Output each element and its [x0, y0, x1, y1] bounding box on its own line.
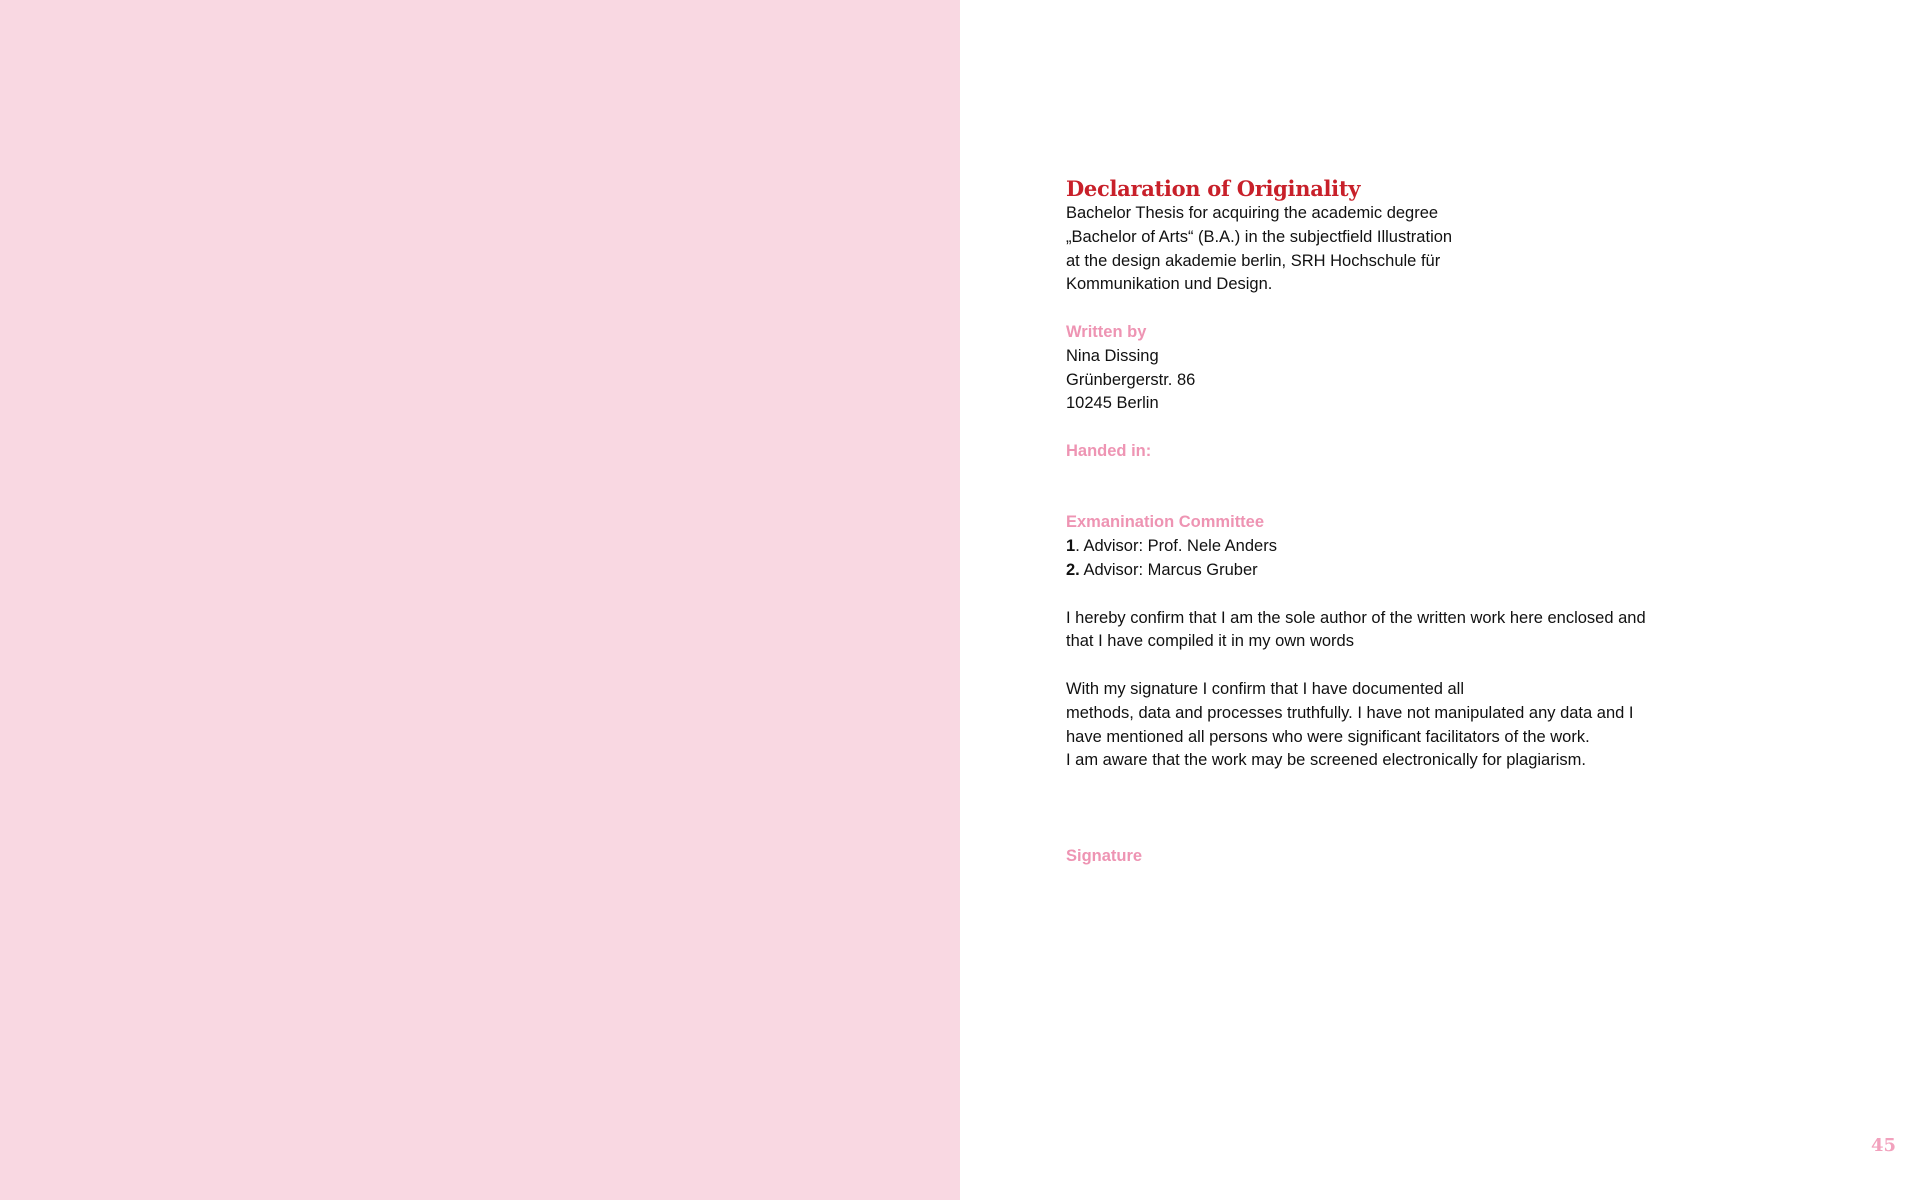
advisor-1: [1066, 535, 1786, 559]
intro-line: Bachelor Thesis for acquiring the academic degree: [1066, 204, 1439, 222]
advisor-text: . Advisor: Prof. Nele Anders: [1075, 537, 1277, 556]
author-street: Grünbergerstr. 86: [1066, 370, 1196, 389]
spacer: [1066, 416, 1786, 440]
intro-line: at the design akademie berlin, SRH Hochschule für: [1066, 251, 1441, 270]
spacer: [1066, 583, 1786, 607]
advisor-2: [1066, 559, 1786, 583]
statement-line: methods, data and processes truthfully. I have not manipulated any data and I: [1066, 703, 1634, 722]
intro-line: „Bachelor of Arts“ (B.A.) in the subjectfield Illustration: [1066, 227, 1453, 246]
handed-in-label: Handed in:: [1066, 441, 1152, 460]
statement-line: have mentioned all persons who were significant facilitators of the work.: [1066, 727, 1590, 746]
statement-line: I am aware that the work may be screened electronically for plagiarism.: [1066, 751, 1586, 770]
spacer: [1066, 297, 1786, 321]
spacer: [1066, 654, 1786, 678]
spacer: [1066, 464, 1786, 512]
page-title: Declaration of Originality: [1066, 176, 1361, 201]
confirmation-line: I hereby confirm that I am the sole author of the written work here enclosed and: [1066, 608, 1646, 627]
advisor-number: 1: [1066, 537, 1076, 556]
advisor-text: Advisor: Marcus Gruber: [1079, 560, 1258, 579]
statement-line: With my signature I confirm that I have documented all: [1066, 679, 1465, 698]
signature-label: Signature: [1066, 846, 1143, 865]
declaration-content: [1066, 176, 1786, 868]
written-by-label: Written by: [1066, 322, 1147, 341]
spacer: [1066, 773, 1786, 844]
intro-line: Kommunikation und Design.: [1066, 275, 1273, 294]
advisor-number: 2.: [1066, 560, 1080, 579]
author-name: Nina Dissing: [1066, 346, 1159, 365]
author-city: 10245 Berlin: [1066, 394, 1159, 413]
page-number: 45: [1870, 1135, 1896, 1156]
confirmation-line: that I have compiled it in my own words: [1066, 632, 1354, 651]
committee-label: Exmanination Committee: [1066, 513, 1265, 532]
right-page: [960, 0, 1920, 1200]
